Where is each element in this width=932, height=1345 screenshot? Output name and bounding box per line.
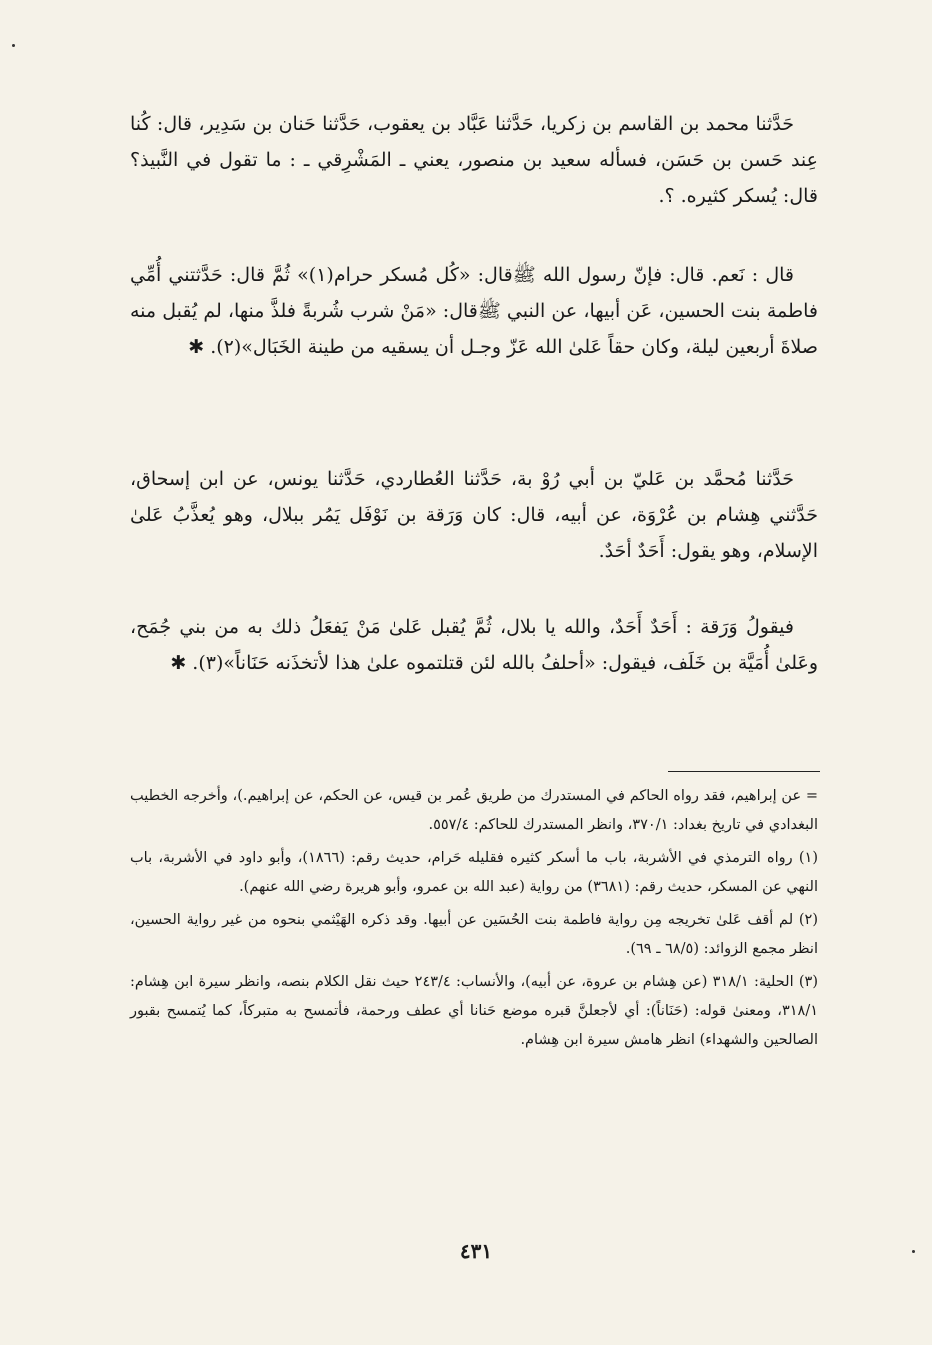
scan-speck	[912, 1250, 915, 1253]
footnote-separator	[668, 771, 820, 772]
body-paragraph-2: قال : نَعم. قال: فإنّ رسول الله ﷺقال: «كُل مُسكر حرام(١)» ثُمَّ قال: حَدَّثتني أُمِّي فاطمة بنت الحسين، عَن أبيها، عن النبي ﷺقال: «مَنْ شرب شُربةً فلذَّ منها، لم يُقبل منه صلاةَ أربعين ليلة، وكان حقاً عَلىٰ الله عَزّ وجـل أن يسقيه من طينة الخَبَال»(٢). ✱	[130, 264, 818, 358]
body-paragraph-4: فيقولُ وَرَقة : أَحَدٌ أَحَدٌ، والله يا بلال، ثُمَّ يُقبل عَلىٰ مَنْ يَفعَلُ ذلك به من بني جُمَح، وعَلىٰ أُمَيَّة بن خَلَف، فيقول: «أحلفُ بالله لئن قتلتموه علىٰ هذا لأتخذَنه حَنَاناً»(٣). ✱	[130, 616, 818, 674]
footnote-3: (٣) الحلية: ٣١٨/١ (عن هِشام بن عروة، عن أبيه)، والأنساب: ٢٤٣/٤ حيث نقل الكلام بنصه، وانظر سيرة ابن هِشام: ٣١٨/١، ومعنىٰ قوله: (حَنَاناً): أي لأجعلنَّ قبره موضع حَنانا أي عطف ورحمة، فأتمسح به متبركاً، كما يُتمسح بقبور الصالحين والشهداء) انظر هامش سيرة ابن هِشام.	[130, 974, 819, 1048]
page-number: ٤٣١	[459, 1239, 493, 1263]
body-paragraph-3: حَدَّثنا مُحمَّد بن عَليّ بن أبي رُوْ بة، حَدَّثنا العُطاردي، حَدَّثنا يونس، عن ابن إسحاق، حَدَّثني هِشام بن عُرْوَة، عن أبيه، قال: كان وَرَقة بن نَوْفَل يَمُر ببلال، وهو يُعذَّبُ عَلىٰ الإسلام، وهو يقول: أَحَدٌ أحَدٌ.	[130, 468, 818, 562]
footnotes-section	[130, 782, 818, 1059]
body-paragraph-1: حَدَّثنا محمد بن القاسم بن زكريا، حَدَّثنا عَبَّاد بن يعقوب، حَدَّثنا حَنان بن سَدِير، قال: كُنا عِند حَسن بن حَسَن، فسأله سعيد بن منصور، يعني ـ المَشْرِقي ـ : ما تقول في النَّبيذ؟ قال: يُسكر كثيره. ؟.	[130, 113, 818, 207]
footnote-2: (٢) لم أقف عَلىٰ تخريجه مِن رواية فاطمة بنت الحُسَين عن أبيها. وقد ذكره الهَيْثمي بنحوه من غير رواية الحسين، انظر مجمع الزوائد: (٦٨/٥ ـ ٦٩).	[130, 912, 818, 957]
footnote-continuation: = عن إبراهيم، فقد رواه الحاكم في المستدرك من طريق عُمر بن قيس، عن الحكم، عن إبراهيم.)، وأخرجه الخطيب البغدادي في تاريخ بغداد: ٣٧٠/١، وانظر المستدرك للحاكم: ٥٥٧/٤.	[130, 788, 818, 833]
footnote-1: (١) رواه الترمذي في الأشربة، باب ما أسكر كثيره فقليله حَرام، حديث رقم: (١٨٦٦)، وأبو داود في الأشربة، باب النهي عن المسكر، حديث رقم: (٣٦٨١) من رواية (عبد الله بن عمرو، وأبو هريرة رضي الله عنهم).	[130, 850, 819, 895]
scan-speck	[12, 44, 15, 47]
